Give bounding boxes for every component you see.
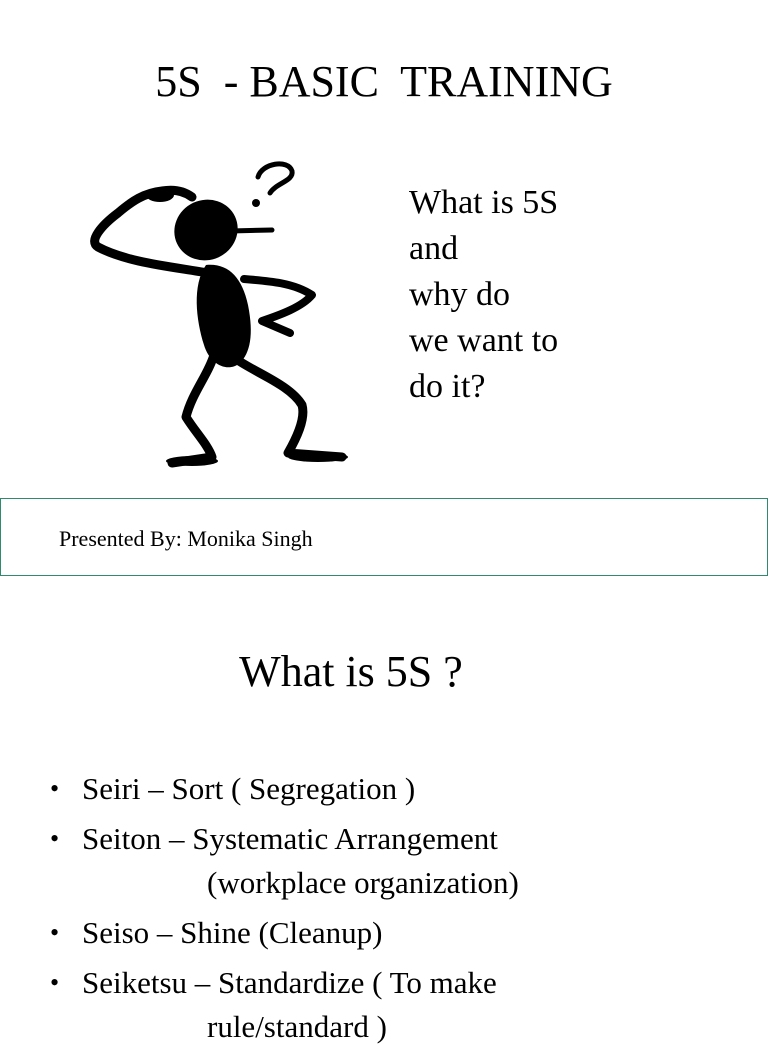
list-item-text: Seiton – Systematic Arrangement — [82, 821, 498, 856]
thinking-person-icon — [80, 155, 370, 475]
bullet-icon: • — [50, 824, 60, 853]
list-item — [50, 911, 750, 955]
list-item-text: Seiso – Shine (Cleanup) — [82, 915, 383, 950]
bullet-icon: • — [50, 968, 60, 997]
bullet-list — [50, 767, 750, 1049]
list-item-text: Seiri – Sort ( Segregation ) — [82, 771, 416, 806]
list-item — [50, 817, 750, 861]
question-text — [409, 180, 558, 410]
section-title: What is 5S ? — [239, 647, 463, 696]
bullet-icon: • — [50, 918, 60, 947]
list-item-continuation: rule/standard ) — [207, 1009, 387, 1044]
question-line: we want to — [409, 322, 559, 359]
question-line: do it? — [409, 368, 486, 405]
question-line: why do — [409, 276, 511, 313]
list-item — [50, 961, 750, 1005]
list-item-continuation: (workplace organization) — [207, 865, 519, 900]
list-item-text: Seiketsu – Standardize ( To make — [82, 965, 497, 1000]
bullet-icon: • — [50, 774, 60, 803]
list-item — [50, 767, 750, 811]
slide-title: 5S - BASIC TRAINING — [155, 57, 613, 106]
question-line: and — [409, 230, 459, 267]
question-line: What is 5S — [409, 184, 559, 221]
presenter-credit: Presented By: Monika Singh — [59, 526, 313, 551]
